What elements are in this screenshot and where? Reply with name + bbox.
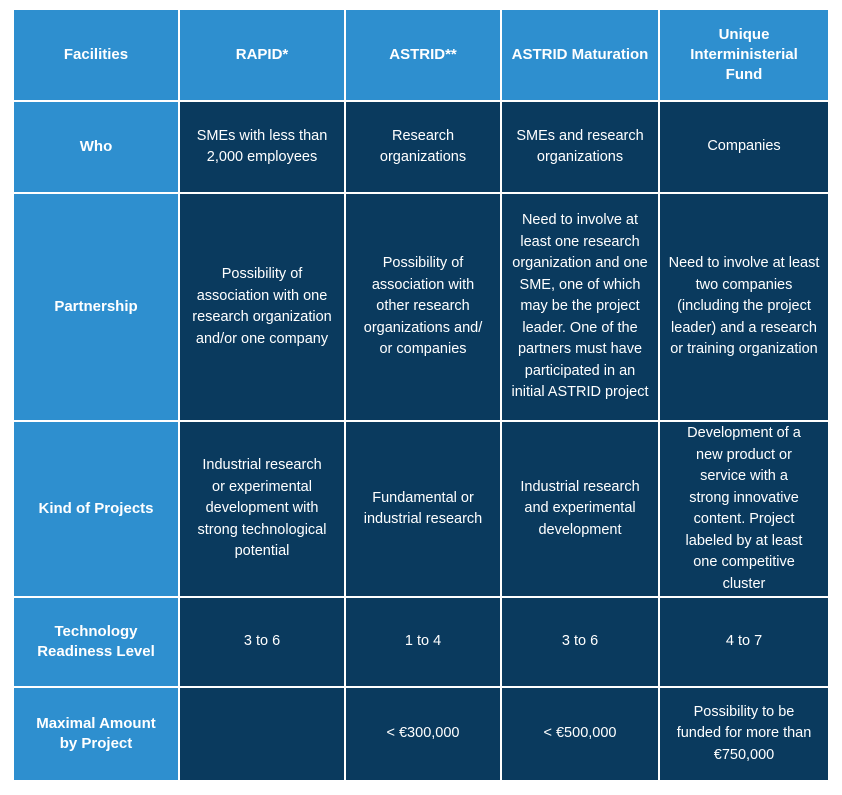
cell-text: Possibility to be funded for more than €750,000: [676, 703, 812, 763]
header-astrid: [346, 10, 500, 100]
table-cell: [346, 102, 500, 192]
cell-text: 4 to 7: [725, 633, 763, 650]
cell-text: Industrial research or experimental development with strong technological potential: [197, 457, 327, 560]
cell-text: SMEs with less than 2,000 employees: [196, 127, 328, 165]
table-cell: [180, 102, 344, 192]
row-label-who: [14, 102, 178, 192]
table-cell: [660, 102, 828, 192]
cell-text: Possibility of association with one research organization and/or one company: [192, 266, 332, 347]
row-label-kind-of-projects: [14, 422, 178, 596]
table-cell: [502, 688, 658, 780]
table-cell: [502, 598, 658, 686]
cell-text: 3 to 6: [243, 633, 281, 650]
table-cell: [180, 422, 344, 596]
header-rapid-label: RAPID*: [235, 46, 289, 63]
cell-text: Companies: [707, 138, 781, 155]
row-label-text: Who: [79, 138, 113, 155]
table-cell: [502, 422, 658, 596]
table-cell: [502, 102, 658, 192]
row-label-text: Kind of Projects: [38, 500, 154, 517]
cell-text: < €500,000: [543, 725, 617, 742]
row-label-maximal-amount: [14, 688, 178, 780]
cell-text: Need to involve at least one research organization and one SME, one of which may be the project leader. One of the partners must have participated in an initial ASTRID project: [511, 212, 649, 401]
table-cell: [180, 194, 344, 420]
cell-text: < €300,000: [386, 725, 460, 742]
header-astrid-maturation: [502, 10, 658, 100]
table-cell: [502, 194, 658, 420]
table-cell: [346, 598, 500, 686]
cell-text: Fundamental or industrial research: [363, 489, 483, 527]
cell-text: Possibility of association with other research organizations and/ or companies: [363, 255, 483, 358]
table-cell: [180, 688, 344, 780]
table-cell: [660, 598, 828, 686]
row-label-text: Technology Readiness Level: [37, 623, 155, 660]
table-cell: [660, 194, 828, 420]
cell-text: Research organizations: [379, 127, 467, 165]
facilities-table: [14, 10, 826, 780]
table-cell: [180, 598, 344, 686]
row-label-text: Partnership: [54, 298, 138, 315]
row-label-text: Maximal Amount by Project: [36, 715, 156, 752]
table-cell: [660, 688, 828, 780]
header-unique-fund-label: Unique Interministerial Fund: [690, 26, 798, 83]
table-cell: [660, 422, 828, 596]
row-label-technology-readiness-level: [14, 598, 178, 686]
header-astrid-label: ASTRID**: [389, 46, 457, 63]
header-facilities-label: Facilities: [63, 46, 129, 63]
cell-text: 3 to 6: [561, 633, 599, 650]
row-label-partnership: [14, 194, 178, 420]
cell-text: SMEs and research organizations: [516, 127, 644, 165]
cell-text: Industrial research and experimental development: [520, 478, 640, 538]
table-cell: [346, 422, 500, 596]
cell-text: Need to involve at least two companies (including the project leader) and a research or training organization: [668, 255, 820, 358]
table-cell: [346, 194, 500, 420]
header-astrid-maturation-label: ASTRID Maturation: [511, 46, 649, 63]
cell-text: 1 to 4: [404, 633, 442, 650]
table-cell: [346, 688, 500, 780]
cell-text: Development of a new product or service with a strong innovative content. Project labeled by at least one competitive cluster: [685, 425, 803, 592]
header-unique-fund: [660, 10, 828, 100]
header-rapid: [180, 10, 344, 100]
header-facilities: [14, 10, 178, 100]
